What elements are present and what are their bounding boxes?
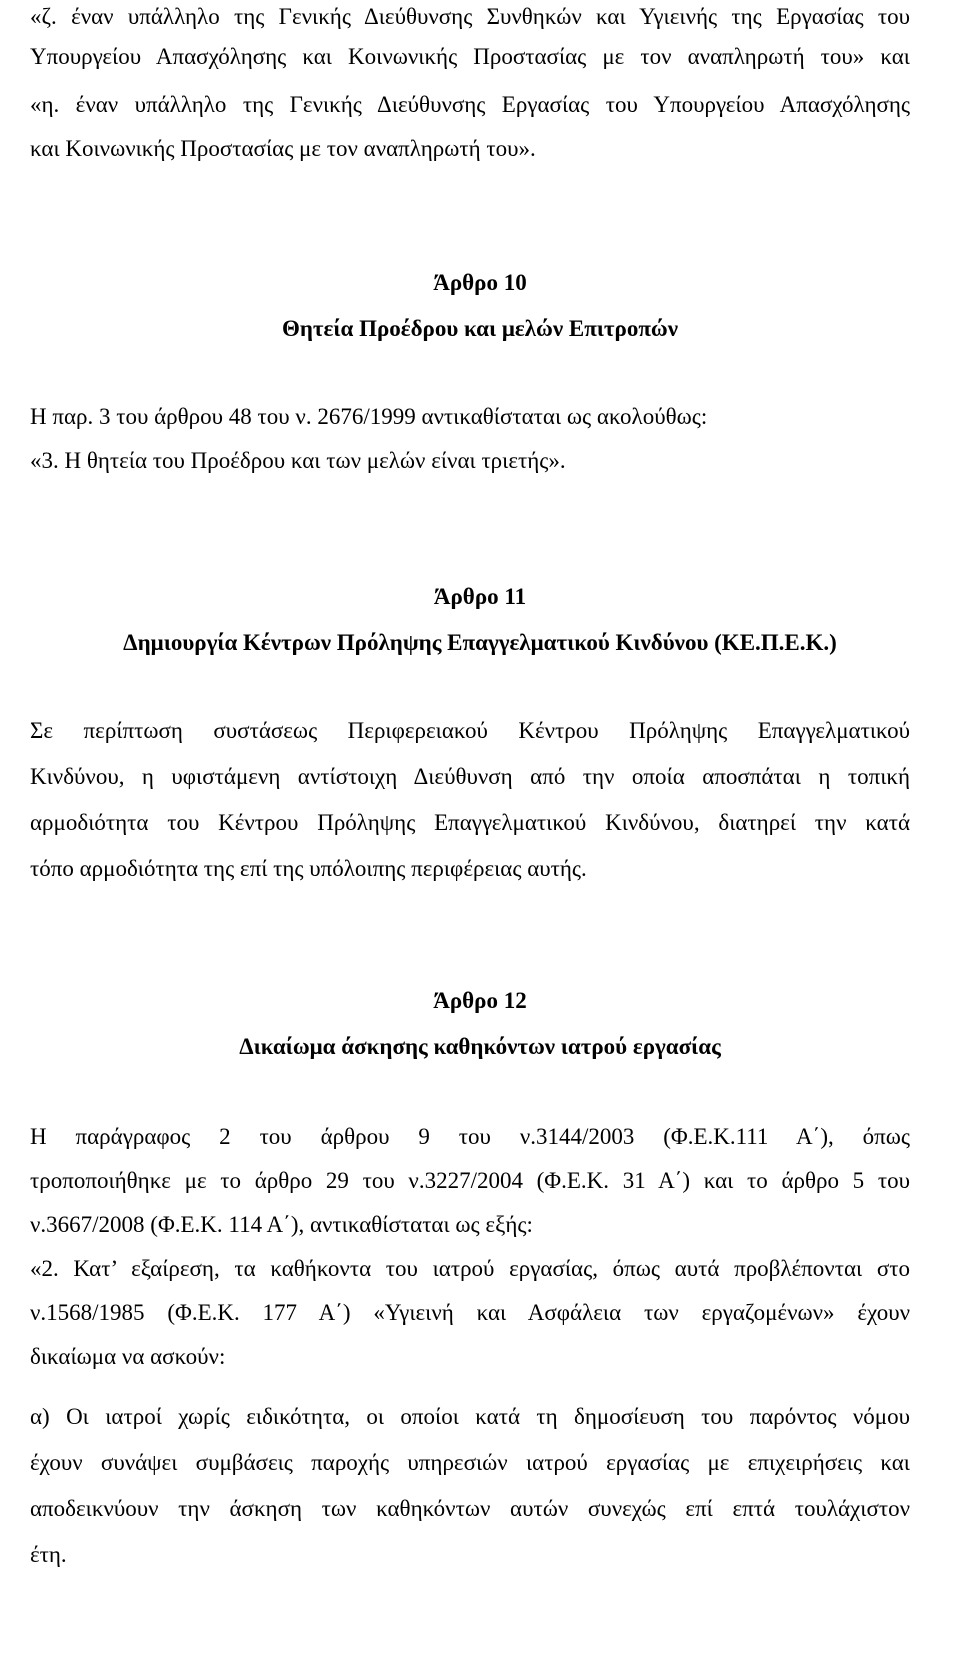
- article-12-line-8: έχουν συνάψει συμβάσεις παροχής υπηρεσιών ιατρού εργασίας με επιχειρήσεις και: [30, 1450, 910, 1475]
- article-12-line-4: «2. Κατ’ εξαίρεση, τα καθήκοντα του ιατρού εργασίας, όπως αυτά προβλέπονται στο: [30, 1256, 910, 1281]
- article-10-line-1: Η παρ. 3 του άρθρου 48 του ν. 2676/1999 αντικαθίσταται ως ακολούθως:: [30, 404, 708, 429]
- intro-line-3: «η. έναν υπάλληλο της Γενικής Διεύθυνσης Εργασίας του Υπουργείου Απασχόλησης: [30, 92, 910, 117]
- article-10-title: Θητεία Προέδρου και μελών Επιτροπών: [281, 316, 679, 341]
- article-10-number: Άρθρο 10: [433, 270, 527, 295]
- article-12-line-10: έτη.: [30, 1542, 67, 1567]
- article-12-title: Δικαίωμα άσκησης καθηκόντων ιατρού εργασίας: [239, 1034, 721, 1059]
- article-12-line-6: δικαίωμα να ασκούν:: [30, 1344, 226, 1369]
- article-12-line-7: α) Οι ιατροί χωρίς ειδικότητα, οι οποίοι κατά τη δημοσίευση του παρόντος νόμου: [30, 1404, 910, 1429]
- article-12-line-1: Η παράγραφος 2 του άρθρου 9 του ν.3144/2003 (Φ.Ε.Κ.111 Α΄), όπως: [30, 1124, 910, 1149]
- article-12-line-9: αποδεικνύουν την άσκηση των καθηκόντων αυτών συνεχώς επί επτά τουλάχιστον: [30, 1496, 910, 1521]
- article-11-title: Δημιουργία Κέντρων Πρόληψης Επαγγελματικού Κινδύνου (ΚΕ.Π.Ε.Κ.): [123, 630, 837, 655]
- intro-line-4: και Κοινωνικής Προστασίας με τον αναπληρωτή του».: [30, 136, 536, 161]
- article-12-line-3: ν.3667/2008 (Φ.Ε.Κ. 114 Α΄), αντικαθίσταται ως εξής:: [30, 1212, 533, 1237]
- article-11-number: Άρθρο 11: [433, 584, 527, 609]
- intro-line-1: «ζ. έναν υπάλληλο της Γενικής Διεύθυνσης Συνθηκών και Υγιεινής της Εργασίας του: [30, 4, 910, 29]
- article-11-line-4: τόπο αρμοδιότητα της επί της υπόλοιπης περιφέρειας αυτής.: [30, 856, 587, 881]
- article-10-line-2: «3. Η θητεία του Προέδρου και των μελών είναι τριετής».: [30, 448, 566, 473]
- article-12-line-5: ν.1568/1985 (Φ.Ε.Κ. 177 Α΄) «Υγιεινή και Ασφάλεια των εργαζομένων» έχουν: [30, 1300, 910, 1325]
- article-12-number: Άρθρο 12: [433, 988, 527, 1013]
- intro-line-2: Υπουργείου Απασχόλησης και Κοινωνικής Προστασίας με τον αναπληρωτή του» και: [30, 44, 910, 69]
- article-12-line-2: τροποποιήθηκε με το άρθρο 29 του ν.3227/2004 (Φ.Ε.Κ. 31 Α΄) και το άρθρο 5 του: [30, 1168, 910, 1193]
- article-11-line-1: Σε περίπτωση συστάσεως Περιφερειακού Κέντρου Πρόληψης Επαγγελματικού: [30, 718, 910, 743]
- article-11-line-2: Κινδύνου, η υφιστάμενη αντίστοιχη Διεύθυνση από την οποία αποσπάται η τοπική: [30, 764, 910, 789]
- article-11-line-3: αρμοδιότητα του Κέντρου Πρόληψης Επαγγελματικού Κινδύνου, διατηρεί την κατά: [30, 810, 910, 835]
